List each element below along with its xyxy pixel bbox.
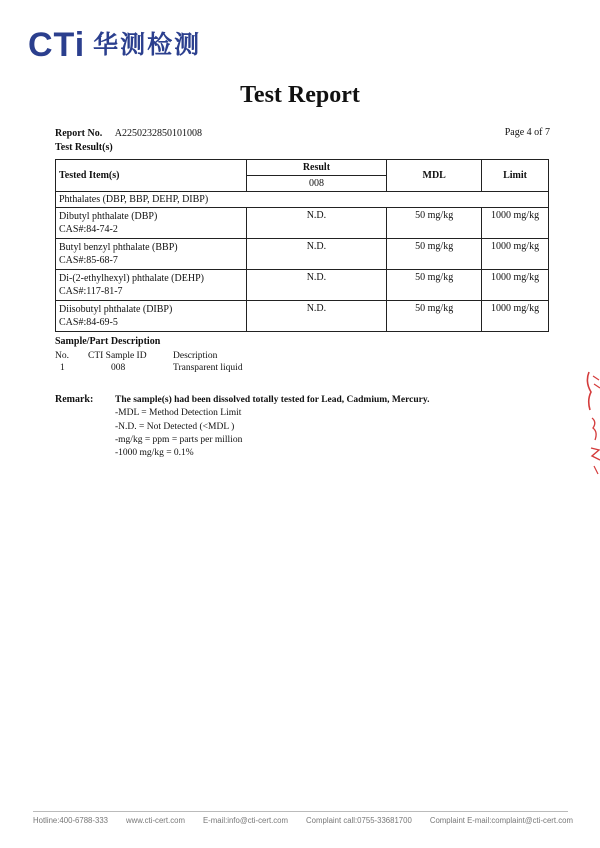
results-table xyxy=(55,159,549,332)
item-mdl: 50 mg/kg xyxy=(387,239,482,270)
item-cas: CAS#:85-68-7 xyxy=(59,255,118,266)
report-number-row xyxy=(55,128,202,139)
item-name: Di-(2-ethylhexyl) phthalate (DEHP) xyxy=(59,273,204,284)
item-mdl: 50 mg/kg xyxy=(387,301,482,332)
item-name: Diisobutyl phthalate (DIBP) xyxy=(59,304,173,315)
item-cas: CAS#:117-81-7 xyxy=(59,286,123,297)
remark-line: -1000 mg/kg = 0.1% xyxy=(115,448,194,459)
item-result: N.D. xyxy=(246,270,387,301)
item-name: Dibutyl phthalate (DBP) xyxy=(59,211,158,222)
sample-table xyxy=(55,350,243,374)
report-no-label: Report No. xyxy=(55,128,103,139)
section-heading: Phthalates (DBP, BBP, DEHP, DIBP) xyxy=(56,192,549,208)
item-cas: CAS#:84-74-2 xyxy=(59,224,118,235)
logo-brand: CTi xyxy=(28,26,86,64)
remark-line: -MDL = Method Detection Limit xyxy=(115,408,242,419)
header-tested-item: Tested Item(s) xyxy=(56,160,247,192)
footer-divider xyxy=(33,811,568,812)
footer-hotline: Hotline:400-6788-333 xyxy=(33,816,108,825)
remark-line: -mg/kg = ppm = parts per million xyxy=(115,434,243,445)
sample-description-heading: Sample/Part Description xyxy=(55,336,161,347)
header-result: Result xyxy=(246,160,387,176)
item-mdl: 50 mg/kg xyxy=(387,270,482,301)
sample-col-description: Description xyxy=(173,351,218,361)
company-logo xyxy=(28,28,201,62)
item-result: N.D. xyxy=(246,239,387,270)
list-item xyxy=(55,362,243,374)
remark-line: -N.D. = Not Detected (<MDL ) xyxy=(115,421,235,432)
page-number: Page 4 of 7 xyxy=(504,127,550,138)
remark-label: Remark: xyxy=(55,394,94,405)
item-name: Butyl benzyl phthalate (BBP) xyxy=(59,242,178,253)
sample-col-id: CTI Sample ID xyxy=(88,351,147,361)
logo-chinese-name: 华测检测 xyxy=(93,30,202,59)
item-limit: 1000 mg/kg xyxy=(482,270,549,301)
footer-email[interactable]: E-mail:info@cti-cert.com xyxy=(202,816,289,825)
table-row xyxy=(56,270,549,301)
sample-id: 008 xyxy=(111,363,126,373)
header-limit: Limit xyxy=(482,160,549,192)
footer-complaint-call: Complaint call:0755-33681700 xyxy=(306,816,412,825)
item-limit: 1000 mg/kg xyxy=(482,208,549,239)
report-no-value: A2250232850101008 xyxy=(114,128,202,139)
test-results-label: Test Result(s) xyxy=(55,142,113,153)
table-row xyxy=(56,301,549,332)
header-mdl: MDL xyxy=(387,160,482,192)
header-sample-id: 008 xyxy=(246,176,387,192)
sample-no: 1 xyxy=(60,363,65,373)
item-mdl: 50 mg/kg xyxy=(387,208,482,239)
sample-col-no: No. xyxy=(55,351,69,361)
report-title: Test Report xyxy=(240,82,360,108)
remark-block xyxy=(115,394,429,460)
sample-description: Transparent liquid xyxy=(173,363,243,373)
table-row xyxy=(56,208,549,239)
footer-website[interactable]: www.cti-cert.com xyxy=(126,816,185,825)
table-row xyxy=(56,239,549,270)
remark-lead: The sample(s) had been dissolved totally tested for Lead, Cadmium, Mercury. xyxy=(115,395,430,405)
footer-complaint-email[interactable]: Complaint E-mail:complaint@cti-cert.com xyxy=(429,816,573,825)
item-result: N.D. xyxy=(246,208,387,239)
item-limit: 1000 mg/kg xyxy=(482,301,549,332)
item-limit: 1000 mg/kg xyxy=(482,239,549,270)
footer xyxy=(33,816,573,825)
seal-stamp-icon xyxy=(583,370,600,478)
item-cas: CAS#:84-69-5 xyxy=(59,317,118,328)
item-result: N.D. xyxy=(246,301,387,332)
